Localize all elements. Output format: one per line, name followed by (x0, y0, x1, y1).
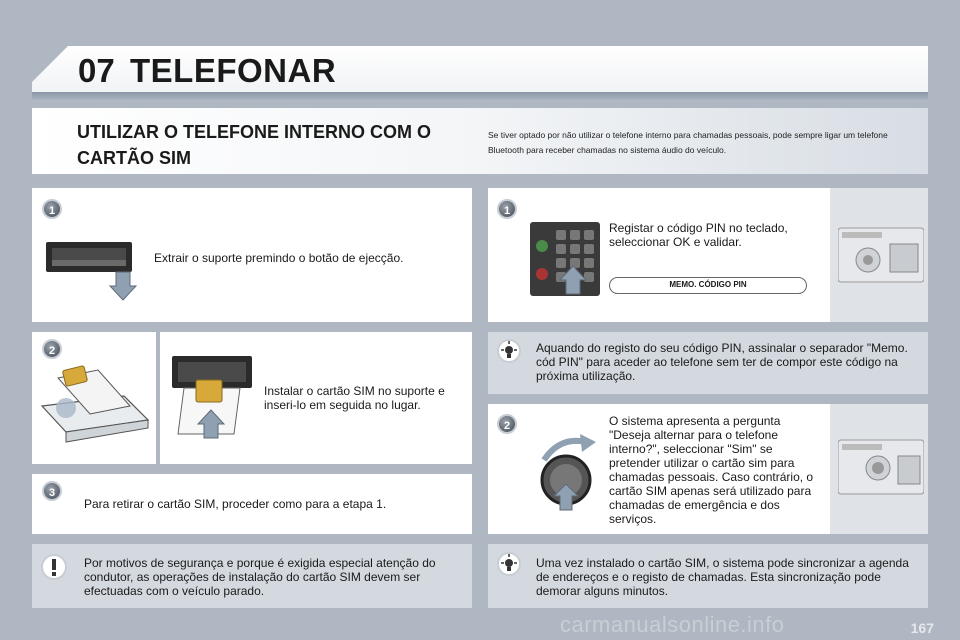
memo-pin-menu-label: MEMO. CÓDIGO PIN (609, 277, 807, 294)
step-badge: 1 (497, 199, 517, 219)
sim-card-holder-illustration (38, 362, 154, 446)
keypad-illustration (530, 222, 600, 296)
warning-icon (40, 553, 68, 581)
tip2-text: Uma vez instalado o cartão SIM, o sistema pode sincronizar a agenda de endereços e o registo de chamadas. Esta sincronização pode demorar alguns minutos. (536, 556, 909, 598)
lightbulb-icon (496, 338, 522, 364)
step-badge: 2 (42, 339, 62, 359)
lightbulb-icon (496, 551, 522, 577)
rotary-knob-illustration (530, 430, 604, 514)
step-badge: 3 (42, 481, 62, 501)
intro-note: Se tiver optado por não utilizar o telefone interno para chamadas pessoais, pode sempre ligar um telefone Bluetooth para receber chamadas no sistema áudio do veículo. (488, 130, 888, 155)
chapter-number: 07 (78, 52, 115, 89)
head-unit-illustration (838, 224, 924, 286)
tip1-text: Aquando do registo do seu código PIN, assinalar o separador "Memo. cód PIN" para aceder ao telefone sem ter de compor este código na próxima utilização. (536, 341, 908, 383)
page-number: 167 (910, 620, 934, 636)
head-unit-illustration (838, 436, 924, 498)
sim-tray-eject-illustration (44, 238, 140, 302)
warning-text: Por motivos de segurança e porque é exigida especial atenção do condutor, as operações de instalação do cartão SIM devem ser efectuadas com o veículo parado. (84, 556, 436, 598)
header-divider (32, 92, 928, 102)
step-badge: 1 (42, 199, 62, 219)
right-step1-text: Registar o código PIN no teclado, seleccionar OK e validar. (609, 221, 788, 249)
section-title: UTILIZAR O TELEFONE INTERNO COM O CARTÃO SIM (77, 122, 431, 168)
left-step3-text: Para retirar o cartão SIM, proceder como para a etapa 1. (84, 497, 387, 511)
chapter-title: TELEFONAR (130, 52, 337, 89)
watermark: carmanualsonline.info (560, 612, 785, 637)
step-badge: 2 (497, 414, 517, 434)
right-step2-text: O sistema apresenta a pergunta "Deseja alternar para o telefone interno?", seleccionar "Sim" se pretender utilizar o cartão sim para chamadas pessoais. Caso contrário, o cartão SIM apenas será utilizado para chamadas de emergência e dos serviços. (609, 414, 814, 526)
left-step2-text: Instalar o cartão SIM no suporte e inseri-lo em seguida no lugar. (264, 384, 445, 412)
left-step1-text: Extrair o suporte premindo o botão de ejecção. (154, 251, 404, 265)
sim-insert-illustration (170, 354, 254, 440)
